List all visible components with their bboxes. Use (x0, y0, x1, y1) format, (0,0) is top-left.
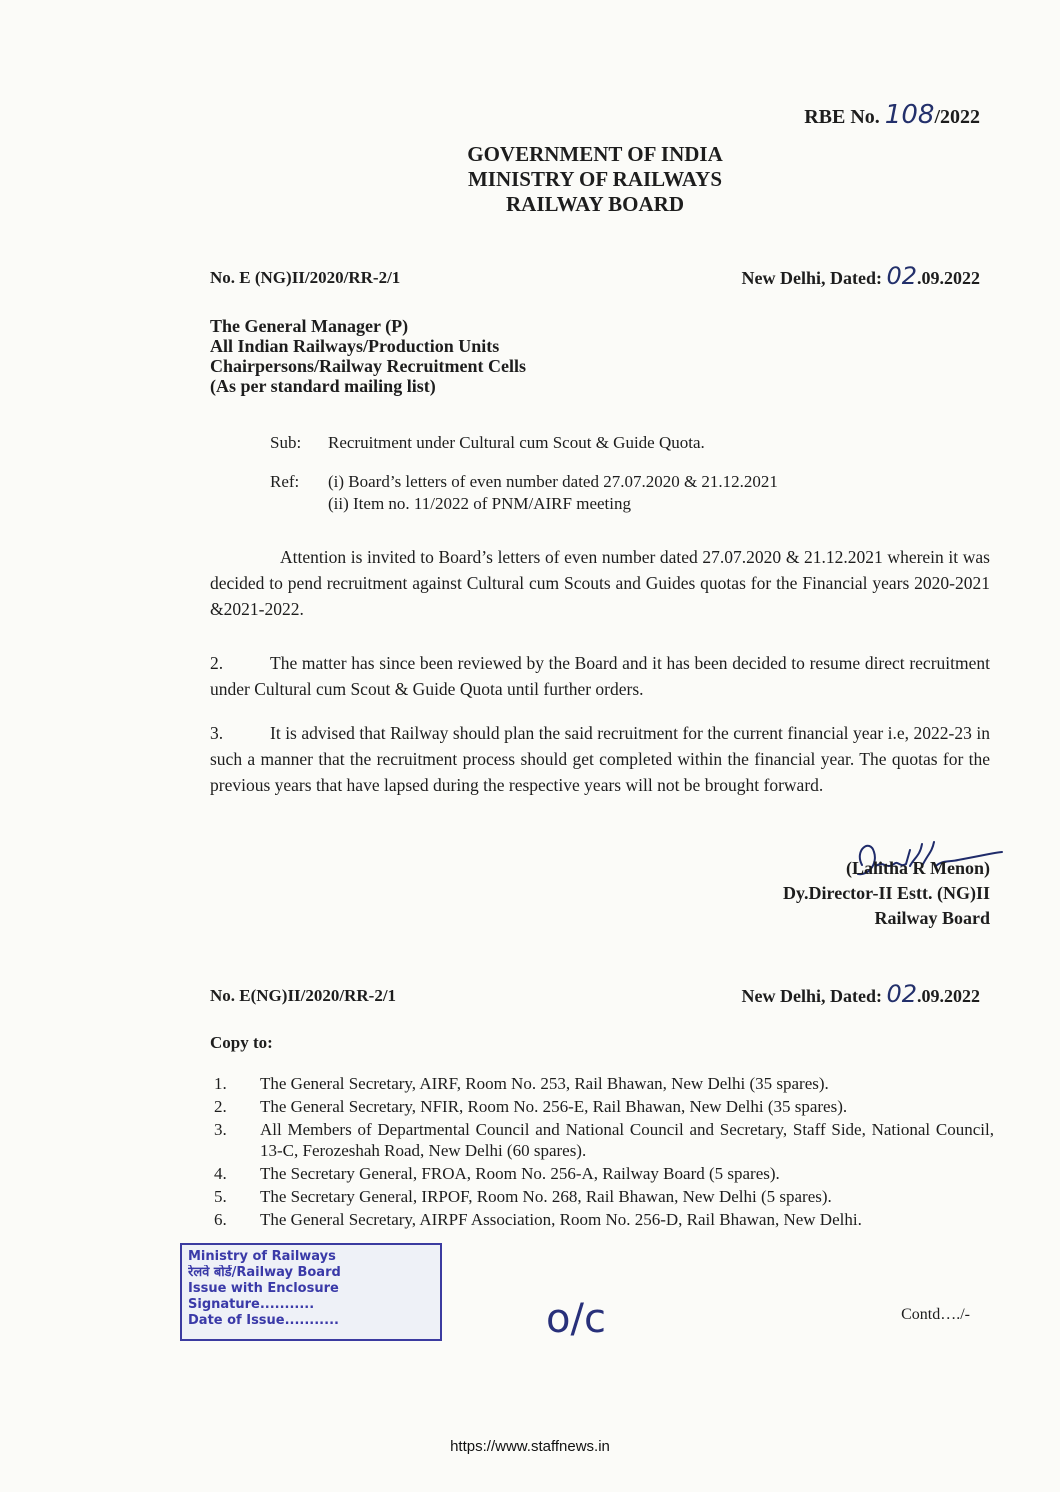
addressee-line: (As per standard mailing list) (210, 376, 436, 396)
signatory-block (783, 856, 990, 931)
file-number: No. E (NG)II/2020/RR-2/1 (210, 268, 401, 287)
letterhead-line-2: MINISTRY OF RAILWAYS (467, 167, 723, 191)
copy-date-handwritten-day: 02 (886, 980, 917, 1008)
list-item: 5. The Secretary General, IRPOF, Room No. 268, Rail Bhawan, New Delhi (5 spares). (214, 1187, 832, 1206)
addressee-line: All Indian Railways/Production Units (210, 336, 500, 356)
date-handwritten-day: 02 (886, 262, 917, 290)
letter-date: New Delhi, Dated: 02.09.2022 (741, 262, 980, 290)
list-item: 4. The Secretary General, FROA, Room No. 256-A, Railway Board (5 spares). (214, 1164, 780, 1183)
rbe-handwritten-number: 108 (884, 100, 935, 130)
paragraph-3: 3. It is advised that Railway should plan the said recruitment for the current financial year i.e, 2022-23 in such a manner that the recruitment process should get completed within the financial year. The quotas for the previous years that have lapsed during the respective years will not be brought forward. (210, 723, 990, 795)
subject-line: Sub: Recruitment under Cultural cum Scout & Guide Quota. (270, 433, 705, 452)
reference-block: Ref: (i) Board’s letters of even number dated 27.07.2020 & 21.12.2021 (ii) Item no. 11/2022 of PNM/AIRF meeting (270, 472, 778, 513)
addressee-line: The General Manager (P) (210, 316, 409, 336)
copy-file-number: No. E(NG)II/2020/RR-2/1 (210, 986, 397, 1005)
paragraph-1: Attention is invited to Board’s letters of even number dated 27.07.2020 & 21.12.2021 wherein it was decided to pend recruitment against Cultural cum Scouts and Guides quotas for the Financial years 2020-2021 &2021-2022. (210, 547, 990, 619)
signatory-office: Railway Board (874, 908, 990, 928)
addressee-line: Chairpersons/Railway Recruitment Cells (210, 356, 526, 376)
issue-stamp: Ministry of Railways रेलवे बोर्ड/Railway Board Issue with Enclosure Signature........... Date of Issue........... (180, 1243, 442, 1341)
oc-handwritten-mark: o/c (546, 1296, 606, 1342)
paragraph-2: 2. The matter has since been reviewed by the Board and it has been decided to resume direct recruitment under Cultural cum Scout & Guide Quota until further orders. (210, 653, 990, 699)
copy-date: New Delhi, Dated: 02.09.2022 (741, 980, 980, 1008)
rbe-number: RBE No. 108/2022 (804, 100, 980, 130)
footer-url[interactable]: https://www.staffnews.in (450, 1438, 610, 1455)
list-item: 1. The General Secretary, AIRF, Room No. 253, Rail Bhawan, New Delhi (35 spares). (214, 1074, 829, 1093)
addressee-block (210, 316, 526, 396)
signatory-name: (Lalitha R Menon) (846, 858, 990, 878)
list-item: 3. All Members of Departmental Council and National Council and Secretary, Staff Side, National Council, 13-C, Ferozeshah Road, New Delhi (60 spares). (214, 1120, 994, 1160)
list-item: 2. The General Secretary, NFIR, Room No. 256-E, Rail Bhawan, New Delhi (35 spares). (214, 1097, 848, 1116)
letterhead-line-1: GOVERNMENT OF INDIA (467, 142, 723, 166)
list-item: 6. The General Secretary, AIRPF Association, Room No. 256-D, Rail Bhawan, New Delhi. (214, 1210, 862, 1229)
signatory-designation: Dy.Director-II Estt. (NG)II (783, 883, 990, 903)
letterhead-line-3: RAILWAY BOARD (506, 192, 684, 216)
copy-to-list (214, 1073, 994, 1232)
continued-note: Contd…./- (901, 1306, 970, 1323)
copy-to-label: Copy to: (210, 1033, 273, 1052)
letterhead (0, 142, 1060, 217)
